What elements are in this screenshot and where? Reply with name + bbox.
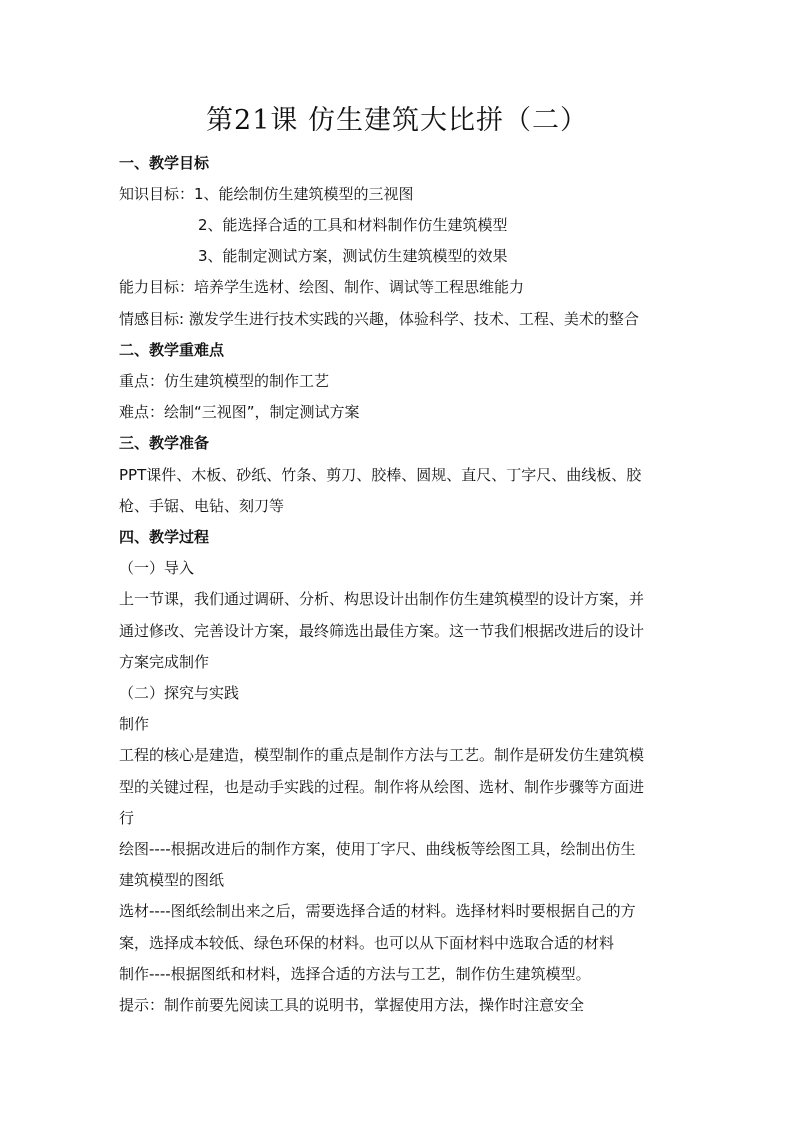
material-line-2: 案，选择成本较低、绿色环保的材料。也可以从下面材料中选取合适的材料 — [119, 934, 615, 952]
section-heading-process: 四、教学过程 — [119, 528, 210, 546]
difficult-point: 难点：绘制“三视图”，制定测试方案 — [119, 403, 360, 421]
intro-paragraph-line-3: 方案完成制作 — [119, 653, 210, 671]
tip-line: 提示：制作前要先阅读工具的说明书，掌握使用方法，操作时注意安全 — [119, 996, 585, 1014]
making-label: 制作 — [119, 715, 150, 733]
knowledge-objective-1: 知识目标：1、能绘制仿生建筑模型的三视图 — [119, 185, 414, 203]
subsection-exploration: （二）探究与实践 — [119, 684, 240, 702]
preparation-line-2: 枪、手锯、电钻、刻刀等 — [119, 497, 285, 515]
preparation-line-1: PPT课件、木板、砂纸、竹条、剪刀、胶棒、圆规、直尺、丁字尺、曲线板、胶 — [119, 466, 642, 484]
ability-objective: 能力目标：培养学生选材、绘图、制作、调试等工程思维能力 — [119, 278, 525, 296]
drawing-line-1: 绘图----根据改进后的制作方案，使用丁字尺、曲线板等绘图工具，绘制出仿生 — [119, 840, 636, 858]
intro-paragraph-line-2: 通过修改、完善设计方案，最终筛选出最佳方案。这一节我们根据改进后的设计 — [119, 622, 645, 640]
key-point: 重点：仿生建筑模型的制作工艺 — [119, 372, 330, 390]
section-heading-preparation: 三、教学准备 — [119, 434, 210, 452]
making-paragraph-line-1: 工程的核心是建造，模型制作的重点是制作方法与工艺。制作是研发仿生建筑模 — [119, 746, 645, 764]
production-line: 制作----根据图纸和材料，选择合适的方法与工艺，制作仿生建筑模型。 — [119, 965, 591, 983]
making-paragraph-line-3: 行 — [119, 809, 135, 827]
making-paragraph-line-2: 型的关键过程，也是动手实践的过程。制作将从绘图、选材、制作步骤等方面进 — [119, 778, 645, 796]
knowledge-objective-3: 3、能制定测试方案，测试仿生建筑模型的效果 — [198, 247, 508, 265]
subsection-introduction: （一）导入 — [119, 559, 195, 577]
knowledge-objective-2: 2、能选择合适的工具和材料制作仿生建筑模型 — [198, 216, 508, 234]
emotion-objective: 情感目标: 激发学生进行技术实践的兴趣，体验科学、技术、工程、美术的整合 — [119, 310, 639, 328]
drawing-line-2: 建筑模型的图纸 — [119, 871, 225, 889]
page-title: 第21课 仿生建筑大比拼（二） — [206, 105, 588, 136]
material-line-1: 选材----图纸绘制出来之后，需要选择合适的材料。选择材料时要根据自己的方 — [119, 902, 636, 920]
section-heading-key-points: 二、教学重难点 — [119, 341, 225, 359]
section-heading-objectives: 一、教学目标 — [119, 154, 210, 172]
intro-paragraph-line-1: 上一节课，我们通过调研、分析、构思设计出制作仿生建筑模型的设计方案，并 — [119, 590, 645, 608]
